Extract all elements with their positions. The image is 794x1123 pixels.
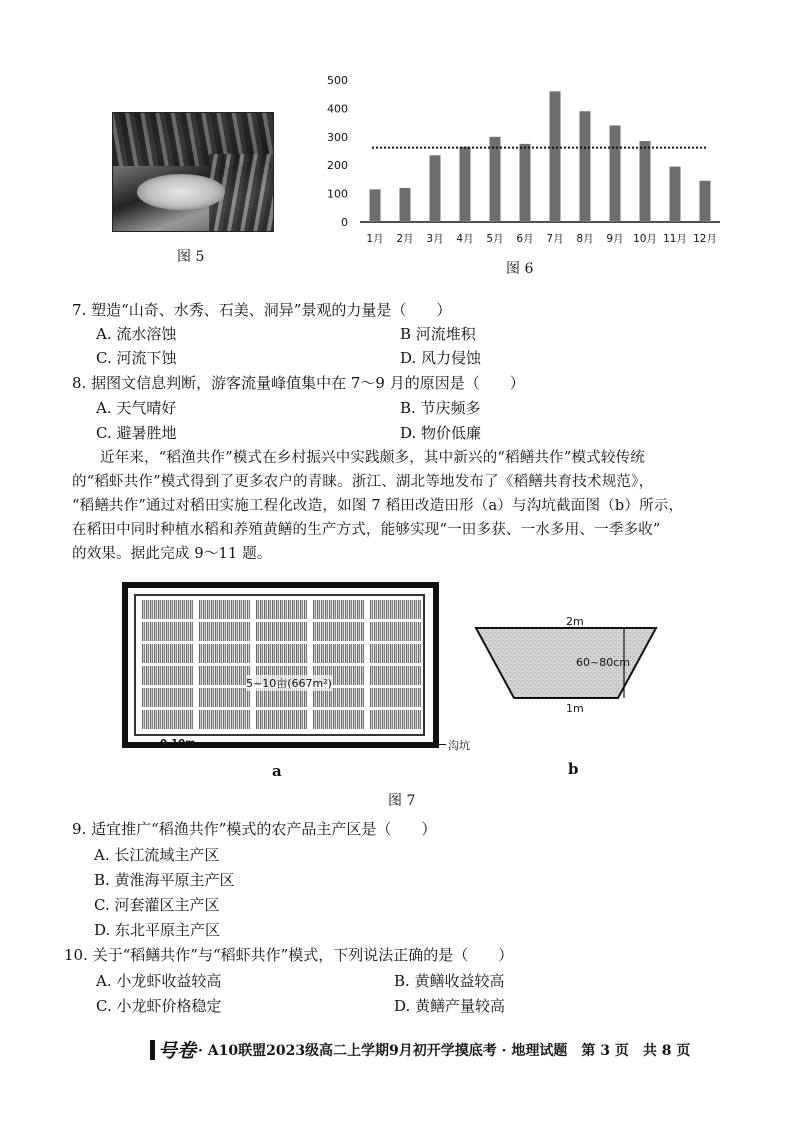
- question-7-option-a[interactable]: A. 流水溶蚀: [96, 325, 177, 343]
- question-9-option-d[interactable]: D. 东北平原主产区: [94, 921, 221, 939]
- question-9-option-b[interactable]: B. 黄淮海平原主产区: [94, 871, 235, 889]
- question-9-option-a[interactable]: A. 长江流域主产区: [94, 846, 220, 864]
- passage-line-1: 近年来，“稻渔共作”模式在乡村振兴中实践颇多，其中新兴的“稻鳝共作”模式较传统: [100, 450, 645, 466]
- rice-plot: [142, 688, 194, 707]
- question-9-stem: 9. 适宜推广“稻渔共作”模式的农产品主产区是（ ）: [72, 820, 437, 838]
- top-width-label: 2m: [566, 615, 584, 628]
- figure5-caption: 图 5: [177, 249, 205, 265]
- question-10-option-c[interactable]: C. 小龙虾价格稳定: [96, 997, 222, 1015]
- rice-plot: [199, 622, 251, 641]
- area-label: 5~10亩(667m²): [246, 677, 332, 690]
- y-tick-label: 200: [327, 159, 348, 173]
- figure7a-field-diagram: [122, 582, 439, 748]
- question-7-option-b[interactable]: B 河流堆积: [400, 325, 476, 343]
- rice-plot: [199, 710, 251, 729]
- bar-9月: [610, 125, 621, 222]
- footer-text: · A10联盟2023级高二上学期9月初开学摸底考 · 地理试题 第 3 页 共 8 页: [198, 1043, 691, 1059]
- rice-plot: [199, 666, 251, 685]
- figure6-chart: [320, 70, 740, 250]
- x-tick-label: 5月: [486, 233, 504, 245]
- rice-plot: [142, 666, 194, 685]
- question-8-option-d[interactable]: D. 物价低廉: [400, 424, 482, 442]
- rice-plot: [313, 644, 365, 663]
- rice-plot: [256, 710, 308, 729]
- question-8-option-b[interactable]: B. 节庆频多: [400, 399, 481, 417]
- passage-line-5: 的效果。据此完成 9～11 题。: [72, 546, 272, 562]
- x-tick-label: 2月: [396, 233, 414, 245]
- bar-2月: [400, 188, 411, 222]
- passage-line-2: 的“稻虾共作”模式得到了更多农户的青睐。浙江、湖北等地发布了《稻鳝共育技术规范》，: [72, 474, 654, 490]
- rice-plot: [256, 600, 308, 619]
- rice-plot: [199, 644, 251, 663]
- footer-logo: [150, 1036, 196, 1063]
- x-tick-label: 11月: [663, 233, 687, 245]
- x-tick-label: 9月: [606, 233, 624, 245]
- passage-line-3: “稻鳝共作”通过对稻田实施工程化改造，如图 7 稻田改造田形（a）与沟坑截面图（b）所示，: [72, 498, 684, 514]
- depth-label: 60~80cm: [576, 656, 630, 669]
- figure5-photo: [112, 112, 274, 232]
- rice-plot: [370, 666, 422, 685]
- x-tick-label: 12月: [693, 233, 717, 245]
- x-tick-label: 10月: [633, 233, 657, 245]
- bar-4月: [460, 147, 471, 222]
- rice-plot: [370, 710, 422, 729]
- bar-6月: [520, 144, 531, 222]
- question-8-option-c[interactable]: C. 避暑胜地: [96, 424, 177, 442]
- rice-plot: [313, 710, 365, 729]
- rice-plot: [142, 644, 194, 663]
- rice-plot: [199, 688, 251, 707]
- rice-plot: [370, 644, 422, 663]
- bar-12月: [700, 181, 711, 222]
- bar-11月: [670, 167, 681, 222]
- rice-plot: [142, 600, 194, 619]
- bar-1月: [370, 189, 381, 222]
- x-tick-label: 3月: [426, 233, 444, 245]
- x-tick-label: 8月: [576, 233, 594, 245]
- question-7-option-c[interactable]: C. 河流下蚀: [96, 349, 177, 367]
- bar-8月: [580, 111, 591, 222]
- question-7-option-d[interactable]: D. 风力侵蚀: [400, 349, 482, 367]
- bar-10月: [640, 141, 651, 222]
- y-tick-label: 500: [327, 74, 348, 87]
- logo-bar: [150, 1040, 155, 1060]
- rice-plot: [142, 622, 194, 641]
- question-10-option-d[interactable]: D. 黄鳝产量较高: [394, 997, 506, 1015]
- question-10-option-b[interactable]: B. 黄鳝收益较高: [394, 972, 505, 990]
- y-tick-label: 100: [327, 187, 348, 201]
- passage-line-4: 在稻田中同时种植水稻和养殖黄鳝的生产方式，能够实现“一田多获、一水多用、一季多收”: [72, 522, 661, 538]
- rice-plot: [256, 622, 308, 641]
- figure6-caption: 图 6: [506, 261, 534, 277]
- ditch-pointer: [434, 744, 446, 745]
- question-10-stem: 10. 关于“稻鳝共作”与“稻虾共作”模式，下列说法正确的是（ ）: [64, 946, 514, 964]
- question-8-stem: 8. 据图文信息判断，游客流量峰值集中在 7～9 月的原因是（ ）: [72, 374, 525, 392]
- width-arrow: [128, 745, 158, 746]
- label-b: b: [568, 760, 579, 778]
- y-tick-label: 0: [341, 216, 348, 229]
- ditch-label: 沟坑: [448, 739, 470, 752]
- bar-5月: [490, 137, 501, 222]
- bottom-width-label: 1m: [566, 702, 584, 715]
- bar-7月: [550, 91, 561, 222]
- rice-plot: [313, 600, 365, 619]
- question-7-stem: 7. 塑造“山奇、水秀、石美、洞异”景观的力量是（ ）: [72, 301, 452, 319]
- y-tick-label: 300: [327, 130, 348, 144]
- x-tick-label: 6月: [516, 233, 534, 245]
- logo-text: 号卷: [158, 1040, 197, 1062]
- rice-plot: [370, 622, 422, 641]
- label-a: a: [272, 762, 282, 780]
- y-tick-label: 400: [327, 102, 348, 116]
- rice-plot: [370, 688, 422, 707]
- rice-plot: [370, 600, 422, 619]
- question-10-option-a[interactable]: A. 小龙虾收益较高: [96, 972, 222, 990]
- x-tick-label: 4月: [456, 233, 474, 245]
- pond: [137, 174, 225, 209]
- rice-plot: [199, 600, 251, 619]
- figure7-caption: 图 7: [388, 793, 416, 809]
- x-tick-label: 7月: [546, 233, 564, 245]
- question-8-option-a[interactable]: A. 天气晴好: [96, 399, 177, 417]
- rice-plot: [256, 644, 308, 663]
- rice-plot: [142, 710, 194, 729]
- rice-plot: [313, 622, 365, 641]
- question-9-option-c[interactable]: C. 河套灌区主产区: [94, 896, 220, 914]
- width-label: 0-10m: [160, 738, 196, 749]
- x-tick-label: 1月: [366, 233, 384, 245]
- bar-3月: [430, 155, 441, 222]
